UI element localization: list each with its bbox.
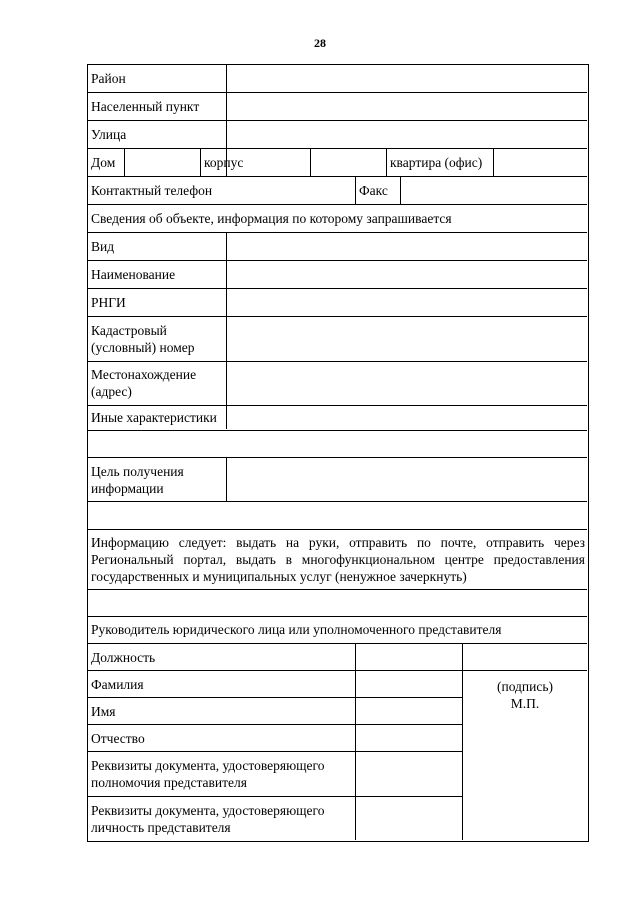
column-line <box>226 457 227 501</box>
settlement-label: Населенный пункт <box>91 99 200 114</box>
column-line <box>200 148 201 176</box>
object-header: Сведения об объекте, информация по которому запрашивается <box>91 211 452 226</box>
row-line <box>87 316 587 317</box>
row-line <box>87 288 587 289</box>
phone-label: Контактный телефон <box>91 183 213 198</box>
row-line <box>87 92 587 93</box>
row-line <box>87 697 462 698</box>
district-label: Район <box>91 71 126 86</box>
street-label: Улица <box>91 127 127 142</box>
patronymic-label: Отчество <box>91 731 145 746</box>
column-line <box>462 643 463 840</box>
row-line <box>87 120 587 121</box>
row-line <box>87 751 462 752</box>
row-line <box>87 457 587 458</box>
row-line <box>87 616 587 617</box>
authority-doc-label-line1: Реквизиты документа, удостоверяющего <box>91 758 325 773</box>
fax-label: Факс <box>359 183 388 198</box>
row-line <box>87 724 462 725</box>
object-type-label: Вид <box>91 239 115 254</box>
row-line <box>87 430 587 431</box>
seal-label: М.П. <box>510 696 540 711</box>
cadastral-label-line1: Кадастровый <box>91 323 167 338</box>
column-line <box>355 176 356 204</box>
row-line <box>87 204 587 205</box>
row-line <box>87 529 587 530</box>
delivery-method-text: Информацию следует: выдать на руки, отправить по почте, отправить через Региональный портал, выдать в многофункциональном центре предоставления государственных и муниципальных услуг (ненужное зачеркнуть) <box>91 535 585 584</box>
row-line <box>87 670 587 671</box>
building-label: корпус <box>204 155 244 170</box>
row-line <box>87 589 587 590</box>
apartment-label: квартира (офис) <box>390 155 483 170</box>
purpose-label-line1: Цель получения <box>91 464 184 479</box>
row-line <box>87 361 587 362</box>
location-label-line1: Местонахождение <box>91 367 197 382</box>
row-line <box>87 176 587 177</box>
purpose-label-line2: информации <box>91 481 164 496</box>
other-characteristics-label: Иные характеристики <box>91 410 217 425</box>
location-label-line2: (адрес) <box>91 384 132 399</box>
row-line <box>87 260 587 261</box>
form-frame <box>87 64 589 842</box>
position-label: Должность <box>91 650 156 665</box>
signature-label: (подпись) <box>496 679 554 694</box>
row-line <box>87 501 587 502</box>
column-line <box>386 148 387 176</box>
authority-doc-label-line2: полномочия представителя <box>91 775 247 790</box>
cadastral-label-line2: (условный) номер <box>91 340 195 355</box>
column-line <box>493 148 494 176</box>
identity-doc-label-line1: Реквизиты документа, удостоверяющего <box>91 803 325 818</box>
object-name-label: Наименование <box>91 267 176 282</box>
column-line <box>355 643 356 840</box>
column-line <box>310 148 311 176</box>
identity-doc-label-line2: личность представителя <box>91 820 231 835</box>
representative-header: Руководитель юридического лица или уполномоченного представителя <box>91 622 502 637</box>
column-line <box>124 148 125 176</box>
row-line <box>87 643 587 644</box>
page-number: 28 <box>314 36 326 50</box>
request-form <box>87 64 589 842</box>
house-label: Дом <box>91 155 116 170</box>
column-line <box>226 232 227 429</box>
row-line <box>87 405 587 406</box>
row-line <box>87 148 587 149</box>
rngi-label: РНГИ <box>91 295 126 310</box>
row-line <box>87 796 462 797</box>
row-line <box>87 232 587 233</box>
first-name-label: Имя <box>91 704 116 719</box>
surname-label: Фамилия <box>91 677 144 692</box>
column-line <box>400 176 401 204</box>
